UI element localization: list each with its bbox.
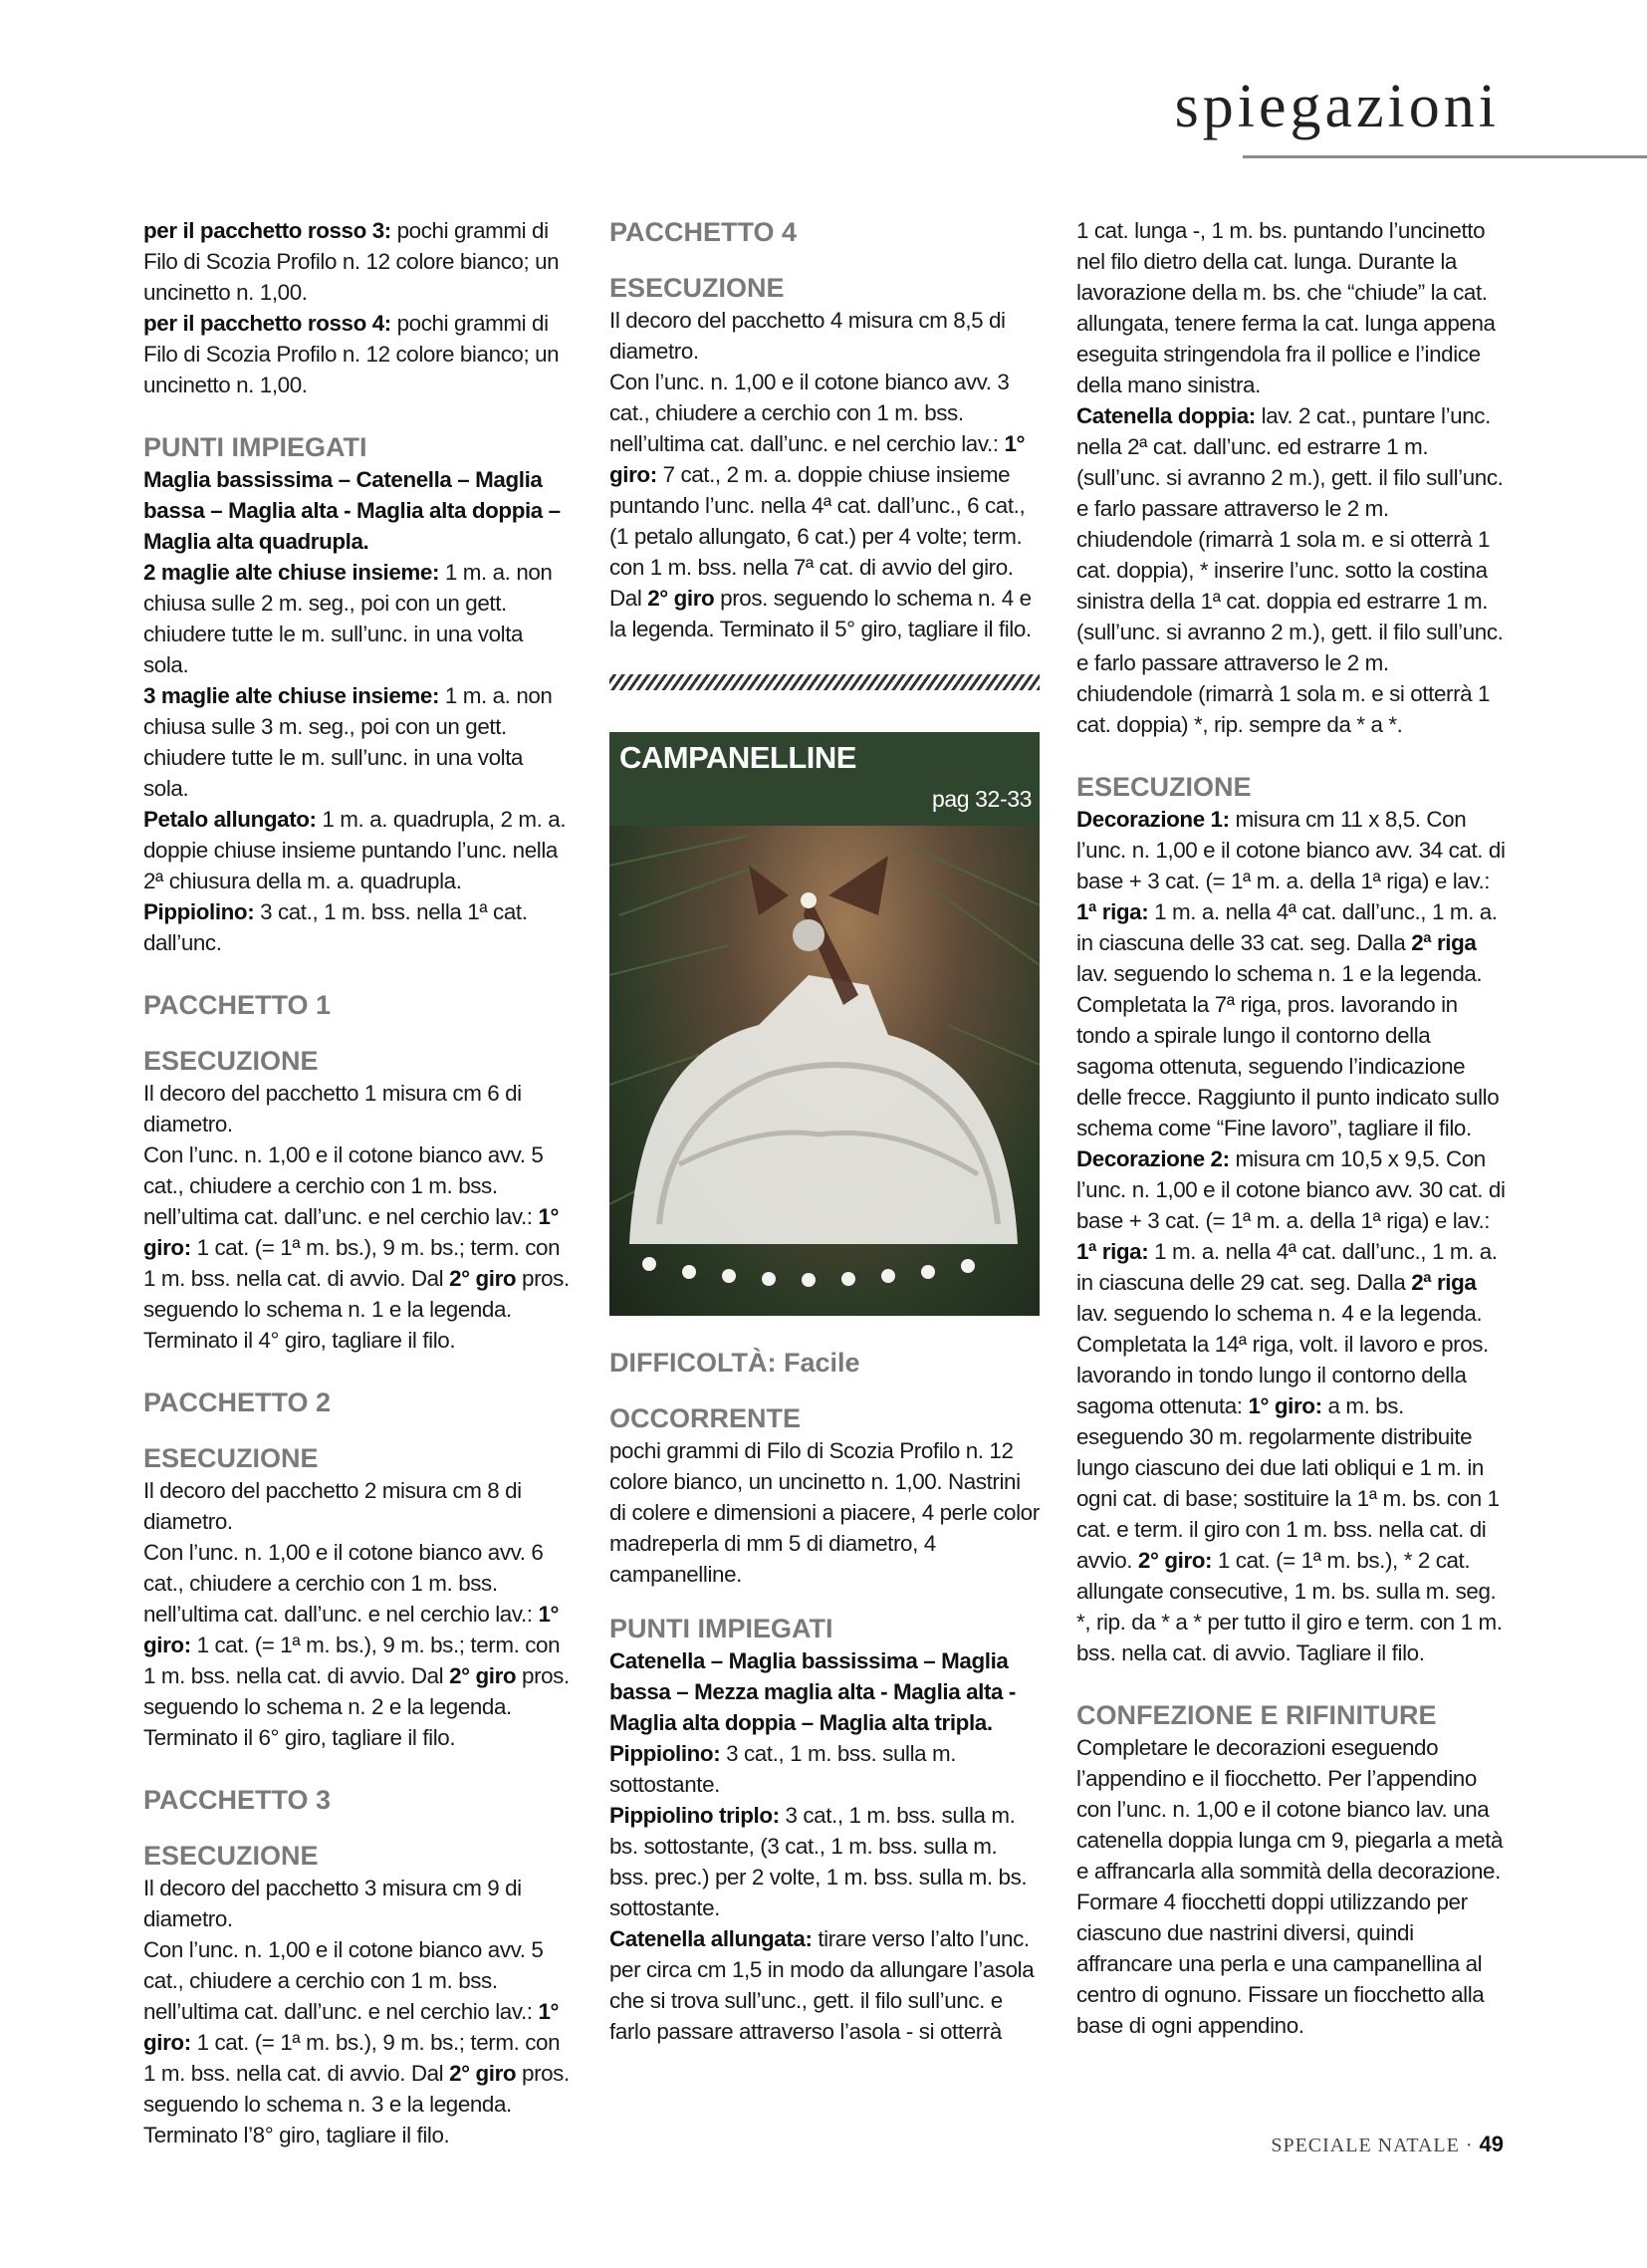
stitch-def-pippiolino-triplo: Pippiolino triplo: 3 cat., 1 m. bss. sulla m. bs. sottostante, (3 cat., 1 m. bss. sulla m. bss. prec.) per 2 volte, 1 m. bss. sulla m. bs. sottostante. [609,1803,1028,1920]
stitch-def-pippiolino: Pippiolino: 3 cat., 1 m. bss. nella 1ª cat. dall’unc. [143,899,528,955]
campanelline-banner [609,732,1040,826]
heading-punti-impiegati-2: PUNTI IMPIEGATI [609,1614,833,1643]
magazine-name: SPECIALE NATALE [1271,2135,1460,2156]
occorrente-text: pochi grammi di Filo di Scozia Profilo n. 12 colore bianco, un uncinetto n. 1,00. Nastrini di colere e dimensioni a piacere, 4 perle color madreperla di mm 5 di diametro, 4 campanelline. [609,1438,1040,1587]
heading-esecuzione-1: ESECUZIONE [143,1046,319,1076]
stitch-list-2: Catenella – Maglia bassissima – Maglia bassa – Mezza maglia alta - Maglia alta - Maglia alta doppia – Maglia alta tripla. [609,1648,1016,1735]
decorazione-2: Decorazione 2: misura cm 10,5 x 9,5. Con l’unc. n. 1,00 e il cotone bianco avv. 30 cat. di base + 3 cat. (= 1ª m. a. della 1ª riga) e lav.: 1ª riga: 1 m. a. nella 4ª cat. dall’unc., 1 m. a. in ciascuna delle 29 cat. seg. Dalla 2ª riga lav. seguendo lo schema n. 4 e la legenda. Completata la 14ª riga, volt. il lavoro e pros. lavorando in tondo lungo il contorno della sagoma ottenuta: 1° giro: a m. bs. eseguendo 30 m. regolarmente distribuite lungo ciascuno dei due lati obliqui e 1 m. in ogni cat. di base; sostituire la 1ª m. bs. con 1 cat. e term. il giro con 1 m. bss. nella cat. di avvio. 2° giro: 1 cat. (= 1ª m. bs.), * 2 cat. allungate consecutive, 1 m. bs. sulla m. seg. *, rip. da * a * per tutto il giro e term. con 1 m. bss. nella cat. di avvio. Tagliare il filo. [1076,1146,1506,1665]
pacchetto-2-instructions: Con l’unc. n. 1,00 e il cotone bianco avv. 6 cat., chiudere a cerchio con 1 m. bss. nell’ultima cat. dall’unc. e nel cerchio lav.: 1° giro: 1 cat. (= 1ª m. bs.), 9 m. bs.; term. con 1 m. bss. nella cat. di avvio. Dal 2° giro pros. seguendo lo schema n. 2 e la legenda. Terminato il 6° giro, tagliare il filo. [143,1540,570,1750]
column-2 [609,215,1040,2047]
heading-punti-impiegati: PUNTI IMPIEGATI [143,432,367,462]
pacchetto-4-size: Il decoro del pacchetto 4 misura cm 8,5 di diametro. [609,308,1006,364]
pacchetto-3-size: Il decoro del pacchetto 3 misura cm 9 di diametro. [143,1876,522,1931]
stitch-def-petalo: Petalo allungato: 1 m. a. quadrupla, 2 m. a. doppie chiuse insieme puntando l’unc. nella 2ª chiusura della m. a. quadrupla. [143,807,567,893]
stitch-def-catenella-doppia: Catenella doppia: lav. 2 cat., puntare l’unc. nella 2ª cat. dall’unc. ed estrarre 1 m. (sull’unc. si avranno 2 m.), gett. il filo sull’unc. e farlo passare attraverso le 2 m. chiudendole (rimarrà 1 sola m. e si otterrà 1 cat. doppia), * inserire l’unc. sotto la costina sinistra della 1ª cat. doppia ed estrarre 1 m. (sull’unc. si avranno 2 m.), gett. il filo sull’unc. e farlo passare attraverso le 2 m. chiudendole (rimarrà 1 sola m. e si otterrà 1 cat. doppia) *, rip. sempre da * a *. [1076,403,1504,737]
section-title: spiegazioni [1174,73,1500,140]
heading-pacchetto-1: PACCHETTO 1 [143,990,332,1020]
stitch-list: Maglia bassissima – Catenella – Maglia bassa – Maglia alta - Maglia alta doppia – Maglia alta quadrupla. [143,467,561,554]
campanelline-photo [609,826,1040,1316]
heading-pacchetto-3: PACCHETTO 3 [143,1785,332,1815]
pacchetto-2-size: Il decoro del pacchetto 2 misura cm 8 di diametro. [143,1478,522,1534]
page-footer [1271,2132,1504,2157]
stitch-def-3-maglie: 3 maglie alte chiuse insieme: 1 m. a. non chiusa sulle 3 m. seg., poi con un gett. chiudere tutte le m. sull’unc. in una volta sola. [143,683,553,801]
column-1 [143,215,574,2150]
heading-occorrente: OCCORRENTE [609,1403,802,1433]
page-number: 49 [1479,2132,1504,2156]
pacchetto-4-instructions: Con l’unc. n. 1,00 e il cotone bianco avv. 3 cat., chiudere a cerchio con 1 m. bss. nell’ultima cat. dall’unc. e nel cerchio lav.: 1° giro: 7 cat., 2 m. a. doppie chiuse insieme puntando l’unc. nella 4ª cat. dall’unc., 6 cat., (1 petalo allungato, 6 cat.) per 4 volte; term. con 1 m. bss. nella 7ª cat. di avvio del giro. Dal 2° giro pros. seguendo lo schema n. 4 e la legenda. Terminato il 5° giro, tagliare il filo. [609,370,1032,641]
decorazione-1: Decorazione 1: misura cm 11 x 8,5. Con l’unc. n. 1,00 e il cotone bianco avv. 34 cat. di base + 3 cat. (= 1ª m. a. della 1ª riga) e lav.: 1ª riga: 1 m. a. nella 4ª cat. dall’unc., 1 m. a. in ciascuna delle 33 cat. seg. Dalla 2ª riga lav. seguendo lo schema n. 1 e la legenda. Completata la 7ª riga, pros. lavorando in tondo a spirale lungo il contorno della sagoma ottenuta, seguendo l’indicazione delle frecce. Raggiunto il punto indicato sullo schema come “Fine lavoro”, tagliare il filo. [1076,807,1506,1140]
heading-esecuzione-campanelline: ESECUZIONE [1076,772,1252,802]
footer-separator: · [1465,2135,1474,2156]
heading-pacchetto-4: PACCHETTO 4 [609,217,798,247]
confezione-text: Completare le decorazioni eseguendo l’appendino e il fiocchetto. Per l’appendino con l’unc. n. 1,00 e il cotone bianco lav. una catenella doppia lunga cm 9, piegarla a metà e affrancarla alla sommità della decorazione. Formare 4 fiocchetti doppi utilizzando per ciascuno due nastrini diversi, quindi affrancare una perla e una campanellina al centro di ognuno. Fissare un fiocchetto alla base di ogni appendino. [1076,1735,1504,2038]
heading-esecuzione-3: ESECUZIONE [143,1841,319,1871]
stitch-def-pippiolino-2: Pippiolino: 3 cat., 1 m. bss. sulla m. sottostante. [609,1741,957,1797]
hatched-divider [609,674,1040,690]
catenella-allungata-cont: 1 cat. lunga -, 1 m. bs. puntando l’uncinetto nel filo dietro della cat. lunga. Durante la lavorazione della m. bs. che “chiude” la cat. allungata, tenere ferma la cat. lunga appena eseguita stringendola fra il pollice e l’indice della mano sinistra. [1076,218,1496,397]
difficulty-label: DIFFICOLTÀ: Facile [609,1348,860,1378]
pacchetto-1-size: Il decoro del pacchetto 1 misura cm 6 di diametro. [143,1081,522,1136]
materials-pacchetto-3: per il pacchetto rosso 3: pochi grammi di Filo di Scozia Profilo n. 12 colore bianco; un uncinetto n. 1,00. [143,218,560,305]
heading-pacchetto-2: PACCHETTO 2 [143,1387,332,1417]
banner-title: CAMPANELLINE [619,740,856,775]
header-rule [1243,155,1647,158]
stitch-def-catenella-allungata: Catenella allungata: tirare verso l’alto l’unc. per circa cm 1,5 in modo da allungare l’asola che si trova sull’unc., gett. il filo sull’unc. e farlo passare attraverso l’asola - si otterrà [609,1926,1035,2044]
pacchetto-1-instructions: Con l’unc. n. 1,00 e il cotone bianco avv. 5 cat., chiudere a cerchio con 1 m. bss. nell’ultima cat. dall’unc. e nel cerchio lav.: 1° giro: 1 cat. (= 1ª m. bs.), 9 m. bs.; term. con 1 m. bss. nella cat. di avvio. Dal 2° giro pros. seguendo lo schema n. 1 e la legenda. Terminato il 4° giro, tagliare il filo. [143,1142,570,1353]
heading-confezione: CONFEZIONE E RIFINITURE [1076,1700,1437,1730]
materials-pacchetto-4: per il pacchetto rosso 4: pochi grammi di Filo di Scozia Profilo n. 12 colore bianco; un uncinetto n. 1,00. [143,311,560,397]
banner-page-ref: pag 32-33 [932,786,1032,812]
stitch-def-2-maglie: 2 maglie alte chiuse insieme: 1 m. a. non chiusa sulle 2 m. seg., poi con un gett. chiudere tutte le m. sull’unc. in una volta sola. [143,560,553,677]
heading-esecuzione-2: ESECUZIONE [143,1443,319,1473]
heading-esecuzione-4: ESECUZIONE [609,273,785,303]
pacchetto-3-instructions: Con l’unc. n. 1,00 e il cotone bianco avv. 5 cat., chiudere a cerchio con 1 m. bss. nell’ultima cat. dall’unc. e nel cerchio lav.: 1° giro: 1 cat. (= 1ª m. bs.), 9 m. bs.; term. con 1 m. bss. nella cat. di avvio. Dal 2° giro pros. seguendo lo schema n. 3 e la legenda. Terminato l’8° giro, tagliare il filo. [143,1937,570,2147]
column-3 [1076,215,1509,2041]
